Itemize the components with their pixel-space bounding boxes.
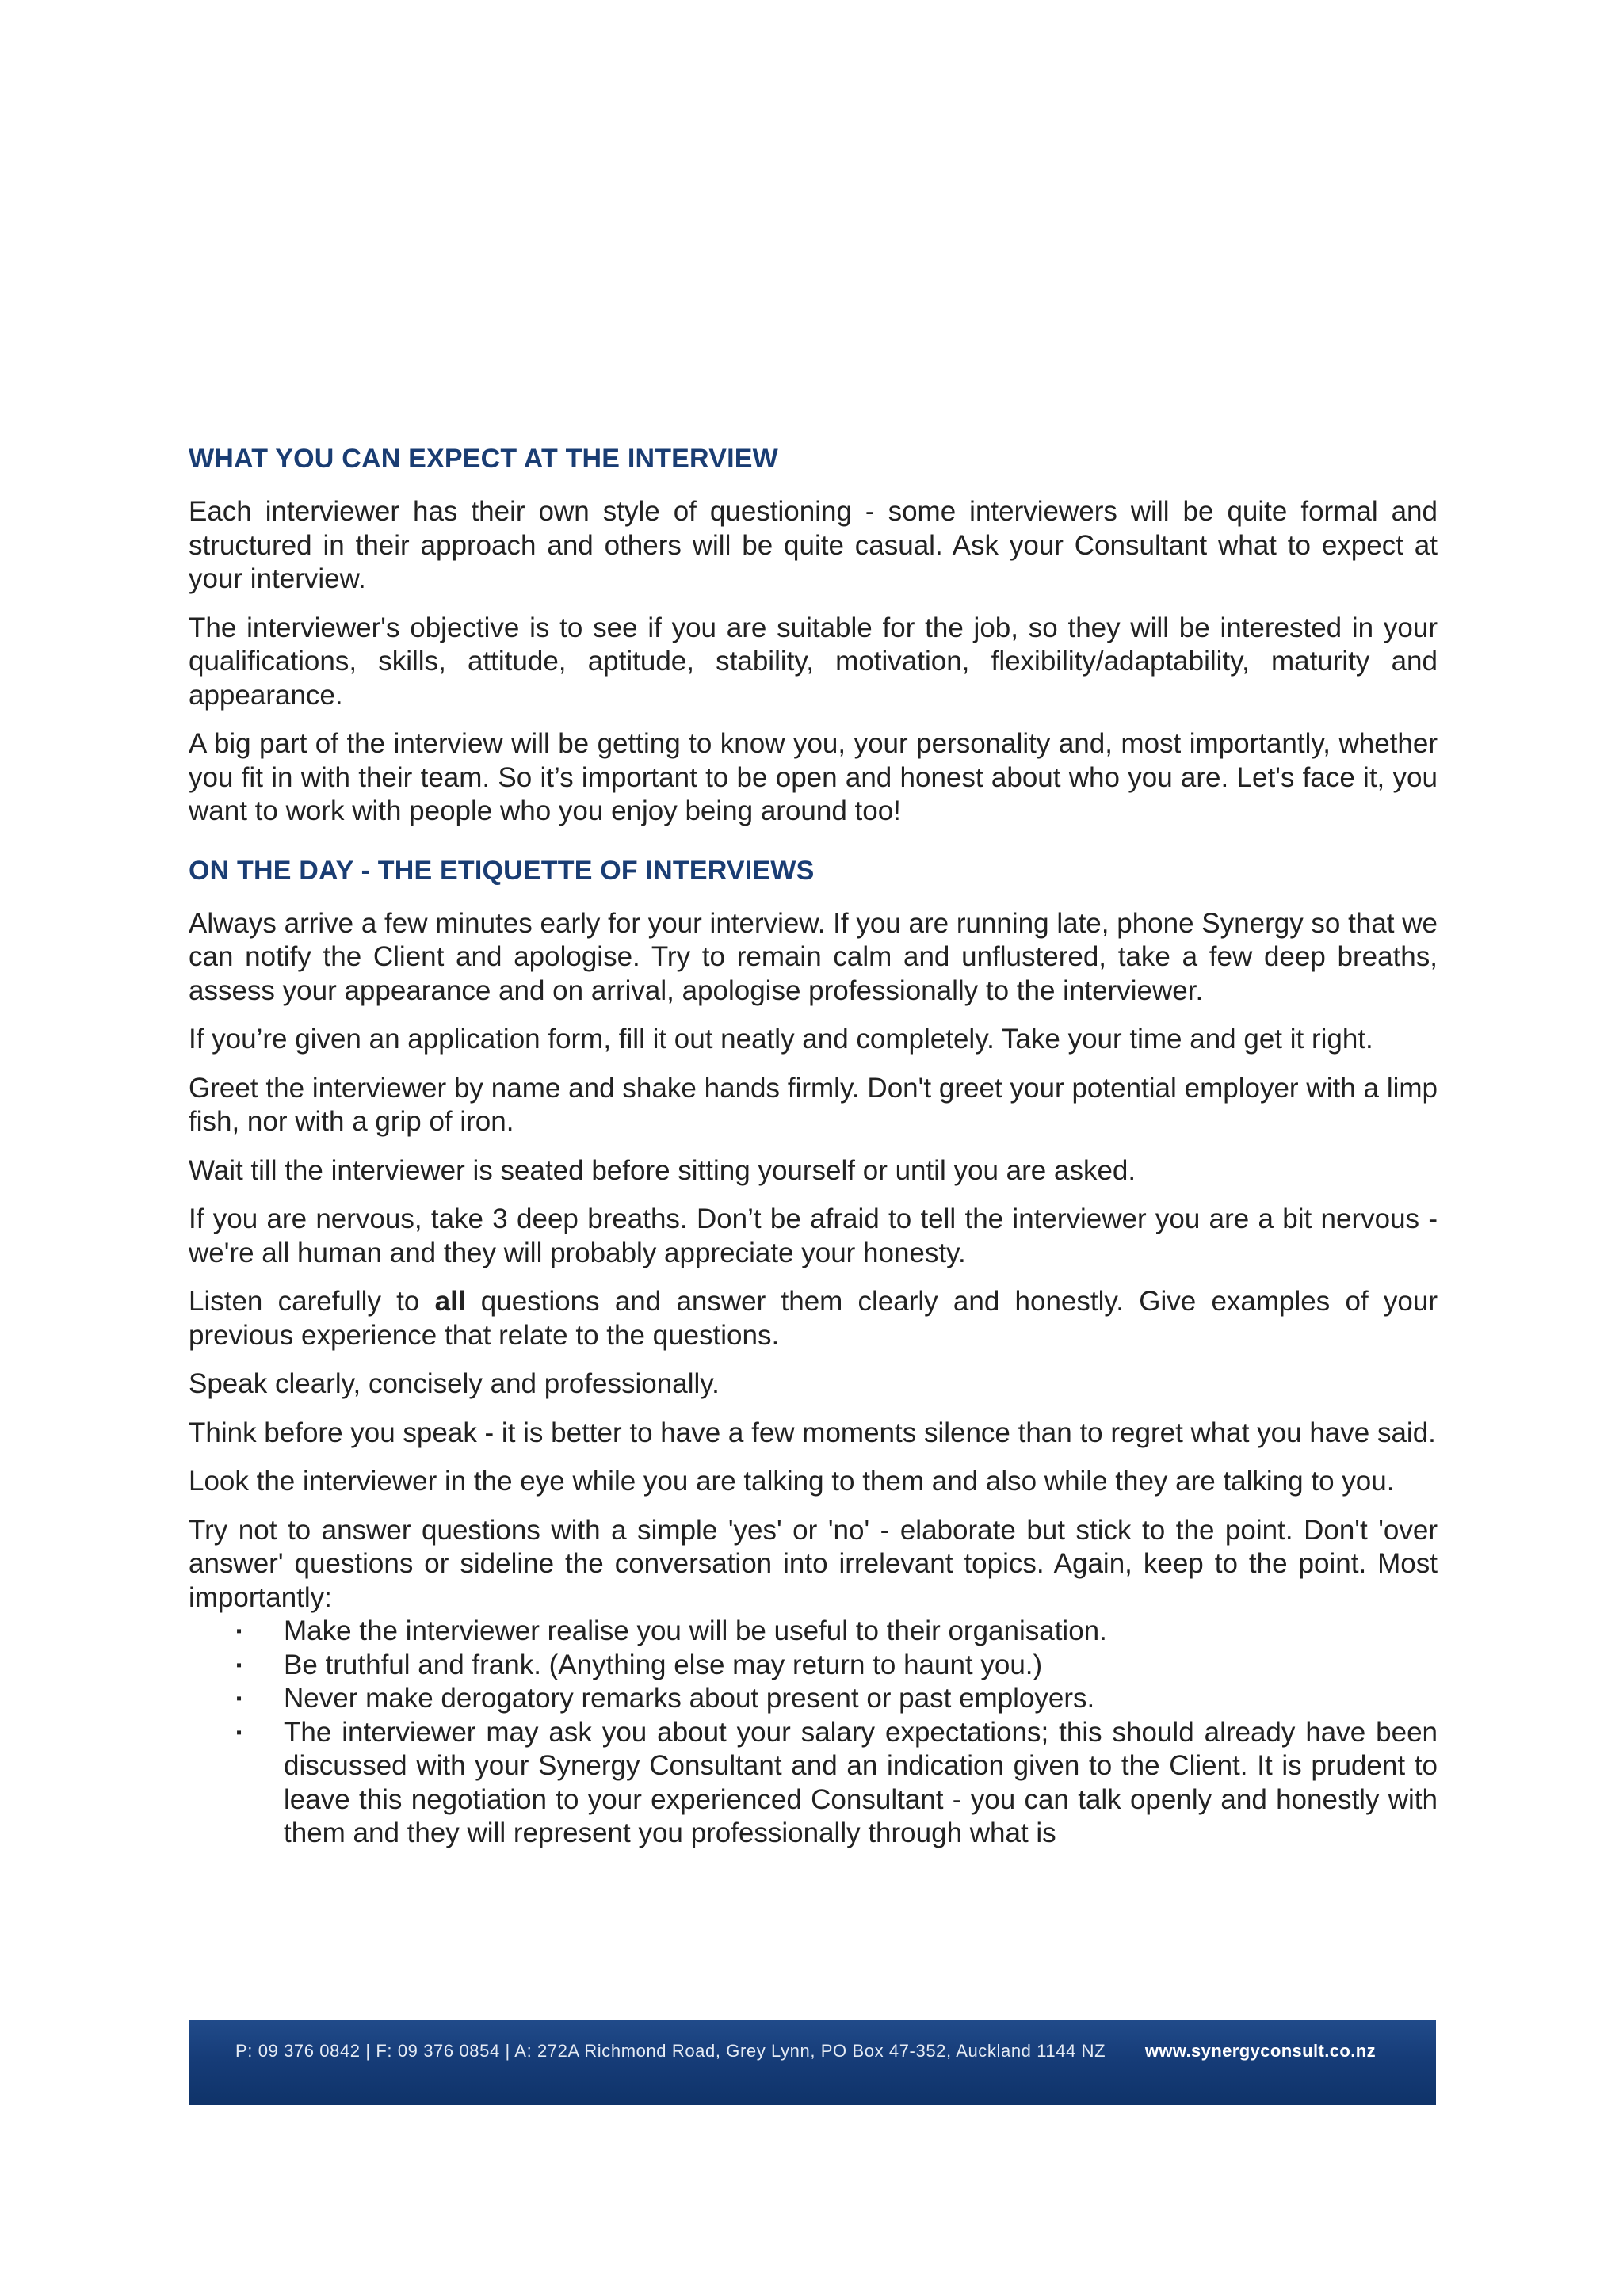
footer-bar <box>189 2020 1436 2105</box>
paragraph: Look the interviewer in the eye while you are talking to them and also while they are talking to you. <box>189 1466 1395 1497</box>
list-item <box>236 1649 1438 1683</box>
paragraph: If you are nervous, take 3 deep breaths. Don’t be afraid to tell the interviewer you are a bit nervous - we're all human and they will probably appreciate your honesty. <box>189 1203 1438 1268</box>
section-heading-etiquette: ON THE DAY - THE ETIQUETTE OF INTERVIEWS <box>189 855 815 886</box>
listen-text-after: questions and answer them clearly and honestly. Give examples of your previous experience that relate to the questions. <box>189 1286 1438 1351</box>
list-item <box>236 1682 1438 1716</box>
paragraph: Always arrive a few minutes early for your interview. If you are running late, phone Synergy so that we can notify the Client and apologise. Try to remain calm and unflustered, take a few deep breaths, assess your appearance and on arrival, apologise professionally to the interviewer. <box>189 907 1438 1006</box>
list-item-text: Never make derogatory remarks about present or past employers. <box>284 1683 1095 1714</box>
footer-contact: P: 09 376 0842 | F: 09 376 0854 | A: 272A Richmond Road, Grey Lynn, PO Box 47-352, Auckland 1144 NZ <box>235 2041 1106 2061</box>
paragraph-listen <box>189 1285 1438 1352</box>
paragraph: Wait till the interviewer is seated before sitting yourself or until you are asked. <box>189 1154 1136 1186</box>
paragraph: The interviewer's objective is to see if you are suitable for the job, so they will be interested in your qualifications, skills, attitude, aptitude, stability, motivation, flexibility/adaptability, maturity and appearance. <box>189 612 1438 711</box>
listen-text-bold: all <box>434 1286 466 1317</box>
paragraph: A big part of the interview will be getting to know you, your personality and, most importantly, whether you fit in with their team. So it’s important to be open and honest about who you are. Let's face it, you want to work with people who you enjoy being around too! <box>189 728 1438 826</box>
bullet-list <box>189 1615 1438 1851</box>
section-heading-expect: WHAT YOU CAN EXPECT AT THE INTERVIEW <box>189 444 778 474</box>
paragraph: Speak clearly, concisely and professionally. <box>189 1368 720 1399</box>
square-bullet-icon: ▪ <box>236 1723 242 1741</box>
square-bullet-icon: ▪ <box>236 1690 242 1707</box>
list-item <box>236 1716 1438 1851</box>
paragraph: Each interviewer has their own style of questioning - some interviewers will be quite formal and structured in their approach and others will be quite casual. Ask your Consultant what to expect at your interview. <box>189 496 1438 594</box>
paragraph: Think before you speak - it is better to have a few moments silence than to regret what you have said. <box>189 1417 1436 1448</box>
document-body <box>189 444 1438 1851</box>
square-bullet-icon: ▪ <box>236 1656 242 1674</box>
list-item-text: Be truthful and frank. (Anything else may return to haunt you.) <box>284 1649 1043 1680</box>
paragraph: Try not to answer questions with a simple 'yes' or 'no' - elaborate but stick to the point. Don't 'over answer' questions or sideline the conversation into irrelevant topics. Again, keep to the point. Most importantly: <box>189 1514 1438 1613</box>
footer-website-link[interactable]: www.synergyconsult.co.nz <box>1144 2041 1376 2061</box>
paragraph: If you’re given an application form, fill it out neatly and completely. Take your time and get it right. <box>189 1024 1373 1055</box>
square-bullet-icon: ▪ <box>236 1623 242 1640</box>
list-item <box>236 1615 1438 1649</box>
listen-text-before: Listen carefully to <box>189 1286 435 1317</box>
list-item-text: Make the interviewer realise you will be useful to their organisation. <box>284 1615 1107 1646</box>
paragraph: Greet the interviewer by name and shake hands firmly. Don't greet your potential employer with a limp fish, nor with a grip of iron. <box>189 1072 1438 1137</box>
list-item-text: The interviewer may ask you about your salary expectations; this should already have been discussed with your Synergy Consultant and an indication given to the Client. It is prudent to leave this negotiation to your experienced Consultant - you can talk openly and honestly with them and they will represent you professionally through what is <box>284 1716 1438 1848</box>
